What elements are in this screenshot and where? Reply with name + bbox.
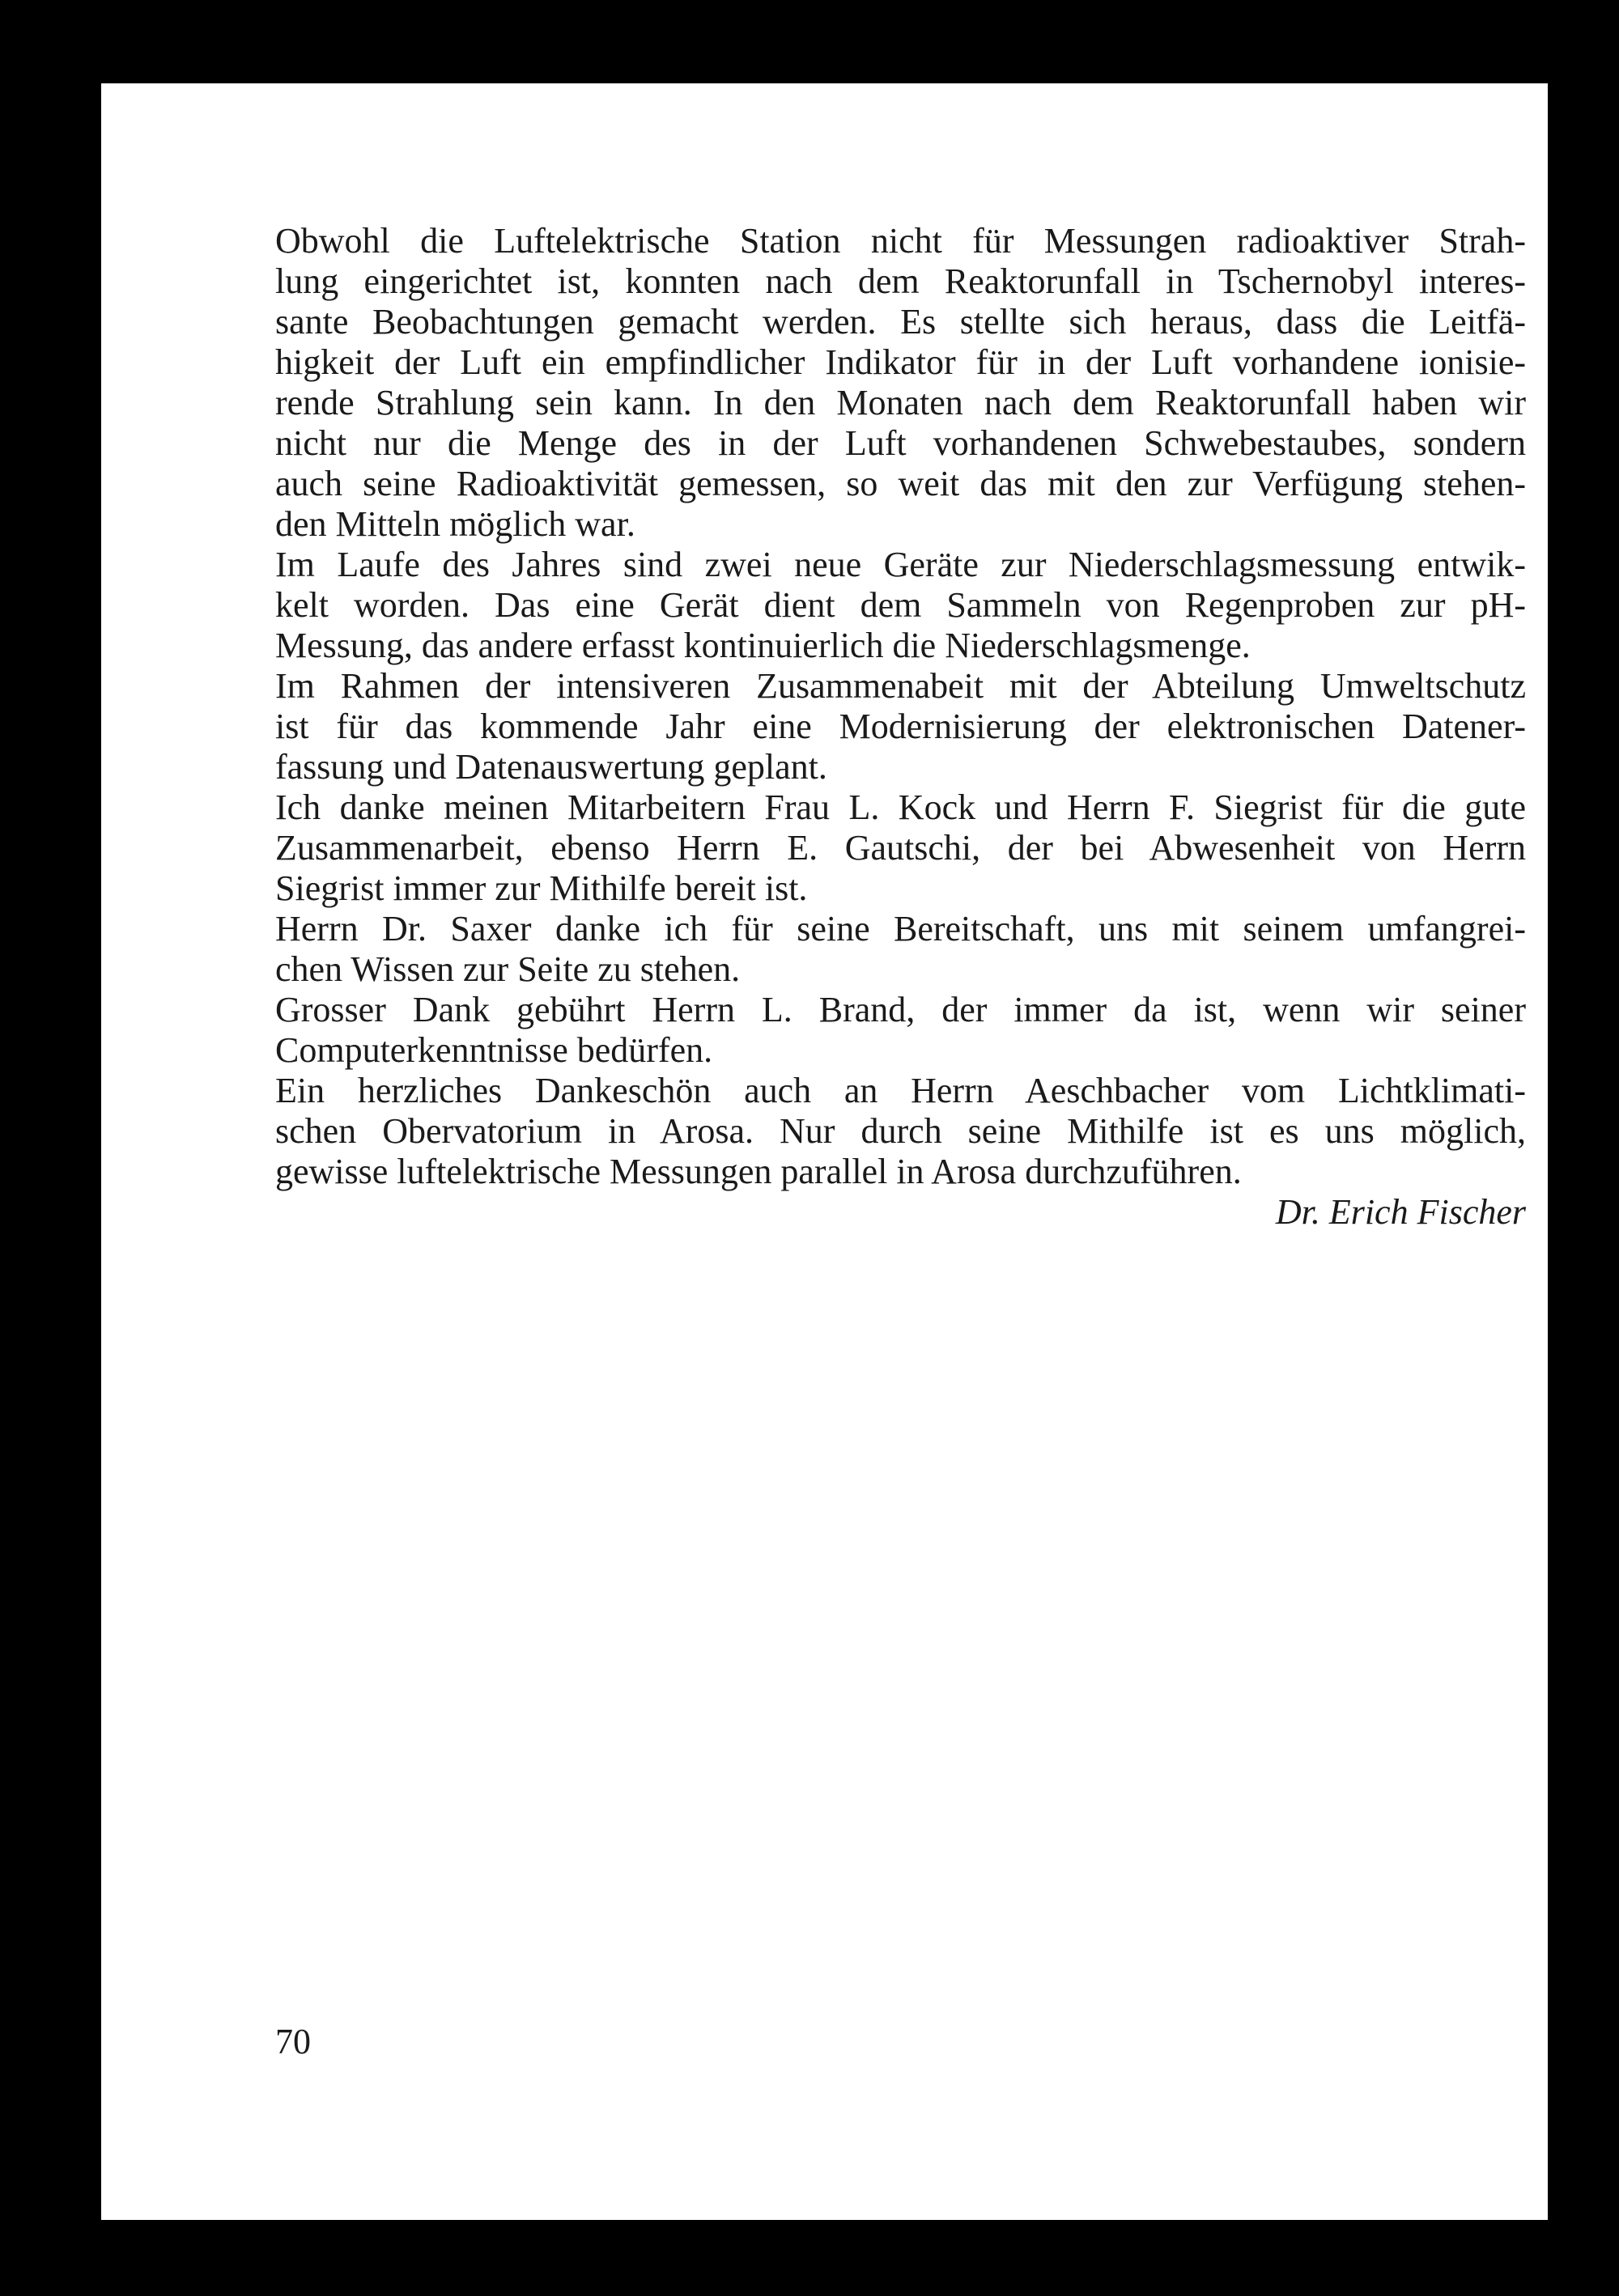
text-line: auch seine Radioaktivität gemessen, so weit das mit den zur Verfügung stehen-: [275, 464, 1526, 503]
text-line: Ein herzliches Dankeschön auch an Herrn Aeschbacher vom Lichtklimati-: [275, 1071, 1526, 1110]
text-line: Ich danke meinen Mitarbeitern Frau L. Kock und Herrn F. Siegrist für die gute: [275, 787, 1526, 827]
text-line: Zusammenarbeit, ebenso Herrn E. Gautschi, der bei Abwesenheit von Herrn: [275, 828, 1526, 868]
text-line: higkeit der Luft ein empfindlicher Indikator für in der Luft vorhandene ionisie-: [275, 342, 1526, 382]
body-text: [275, 221, 1526, 1233]
text-line: Obwohl die Luftelektrische Station nicht für Messungen radioaktiver Strah-: [275, 221, 1526, 261]
text-line: Messung, das andere erfasst kontinuierlich die Niederschlagsmenge.: [275, 626, 1251, 665]
text-line: Herrn Dr. Saxer danke ich für seine Bereitschaft, uns mit seinem umfangrei-: [275, 909, 1526, 949]
text-line: ist für das kommende Jahr eine Modernisierung der elektronischen Datener-: [275, 707, 1526, 746]
paragraph-precipitation: [275, 545, 1526, 666]
document-page: [101, 83, 1548, 2220]
text-line: Grosser Dank gebührt Herrn L. Brand, der immer da ist, wenn wir seiner: [275, 990, 1526, 1029]
paragraph-thanks-aeschbacher: [275, 1071, 1526, 1192]
text-line: rende Strahlung sein kann. In den Monaten nach dem Reaktorunfall haben wir: [275, 383, 1526, 422]
text-line: sante Beobachtungen gemacht werden. Es stellte sich heraus, dass die Leitfä-: [275, 302, 1526, 342]
paragraph-thanks-saxer: [275, 909, 1526, 990]
text-line: Siegrist immer zur Mithilfe bereit ist.: [275, 868, 808, 908]
paragraph-thanks-brand: [275, 990, 1526, 1071]
author-signature: Dr. Erich Fischer: [1275, 1192, 1526, 1232]
text-line: schen Obervatorium in Arosa. Nur durch seine Mithilfe ist es uns möglich,: [275, 1111, 1526, 1151]
text-line: lung eingerichtet ist, konnten nach dem Reaktorunfall in Tschernobyl interes-: [275, 261, 1526, 301]
paragraph-modernisation: [275, 666, 1526, 787]
text-line: den Mitteln möglich war.: [275, 504, 635, 544]
text-line: Im Laufe des Jahres sind zwei neue Geräte zur Niederschlagsmessung entwik-: [275, 545, 1526, 584]
text-line: Im Rahmen der intensiveren Zusammenabeit mit der Abteilung Umweltschutz: [275, 666, 1526, 706]
paragraph-thanks-staff: [275, 787, 1526, 909]
paragraph-chernobyl: [275, 221, 1526, 545]
text-line: chen Wissen zur Seite zu stehen.: [275, 949, 741, 989]
page-number: 70: [275, 2022, 311, 2061]
text-line: gewisse luftelektrische Messungen parallel in Arosa durchzuführen.: [275, 1152, 1242, 1191]
text-line: nicht nur die Menge des in der Luft vorhandenen Schwebestaubes, sondern: [275, 423, 1526, 463]
text-line: fassung und Datenauswertung geplant.: [275, 747, 827, 787]
text-line: Computerkenntnisse bedürfen.: [275, 1030, 713, 1070]
text-line: kelt worden. Das eine Gerät dient dem Sammeln von Regenproben zur pH-: [275, 585, 1526, 625]
